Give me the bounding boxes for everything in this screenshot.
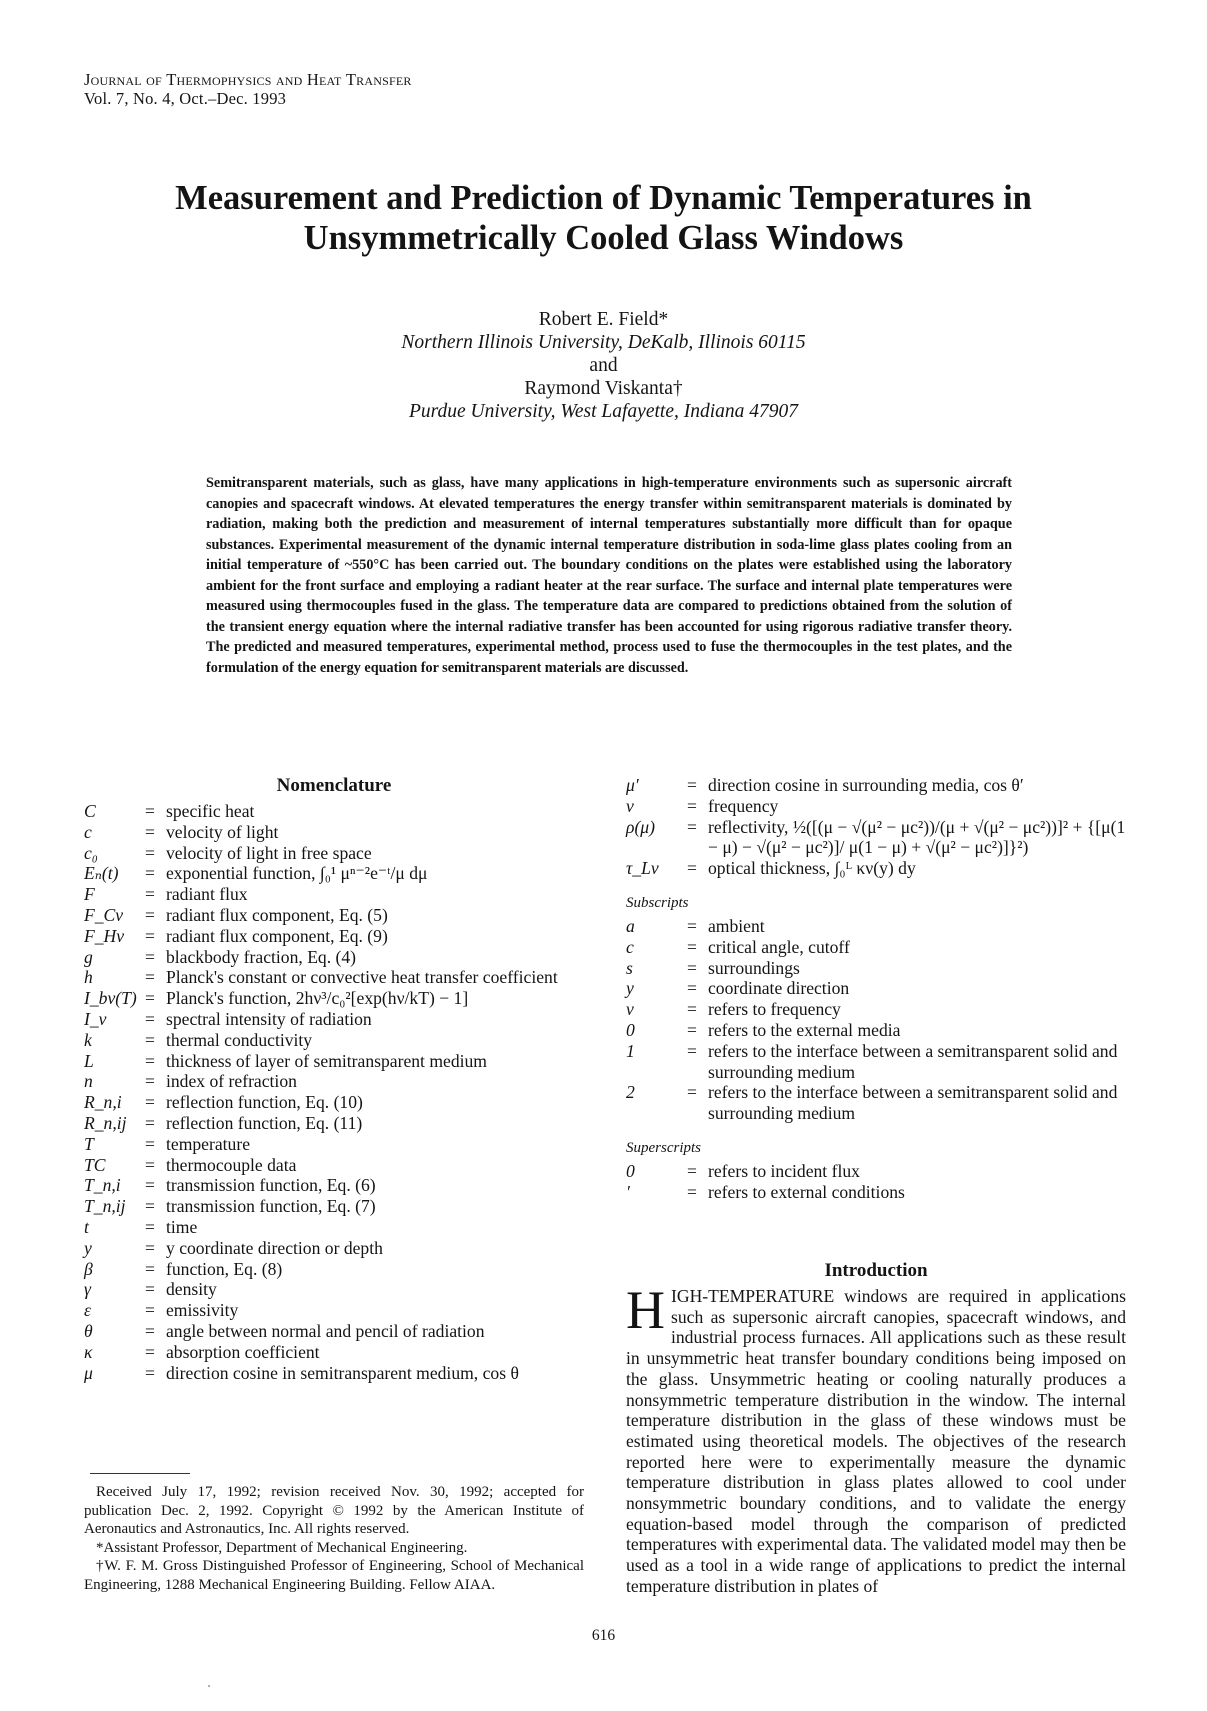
equals-sign: = [687,936,697,957]
equals-sign: = [145,1050,155,1071]
nomenclature-description: frequency [708,795,779,816]
nomenclature-description: radiant flux component, Eq. (9) [166,925,388,946]
nomenclature-entry [626,958,1126,979]
nomenclature-entry [84,863,584,884]
nomenclature-description: coordinate direction [708,978,850,999]
equals-sign: = [145,1008,155,1029]
nomenclature-description: Planck's constant or convective heat transfer coefficient [166,967,558,988]
footnote-2: †W. F. M. Gross Distinguished Professor of Engineering, School of Mechanical Engineering, 1288 Mechanical Engineering Building. Fellow AIAA. [84,1558,584,1593]
nomenclature-entry [84,822,584,843]
equals-sign: = [145,1300,155,1321]
nomenclature-entry [626,978,1126,999]
abstract: Semitransparent materials, such as glass, have many applications in high-temperature environments such as supersonic aircraft canopies and spacecraft windows. At elevated temperatures the energy transfer within semitransparent materials is dominated by radiation, making both the prediction and measurement of internal temperatures substantially more difficult than for opaque substances. Experimental measurement of the dynamic internal temperature distribution in soda-lime glass plates cooling from an initial temperature of ~550°C has been carried out. The boundary conditions on the plates were established using the laboratory ambient for the front surface and employing a radiant heater at the rear surface. The surface and internal plate temperatures were measured using thermocouples fused in the glass. The temperature data are compared to predictions obtained from the solution of the transient energy equation where the internal radiative transfer has been accounted for using rigorous radiative transfer theory. The predicted and measured temperatures, experimental method, process used to fuse the thermocouples in the test plates, and the formulation of the energy equation for semitransparent materials are discussed. [206,475,1012,676]
nomenclature-left-column [84,775,584,1383]
nomenclature-symbol: k [84,1029,92,1050]
equals-sign: = [145,1029,155,1050]
equals-sign: = [145,1279,155,1300]
nomenclature-entry [626,916,1126,937]
footnote-1: *Assistant Professor, Department of Mechanical Engineering. [96,1539,468,1556]
nomenclature-description: ambient [708,915,765,936]
nomenclature-symbol: 0 [626,1160,635,1181]
nomenclature-entry [84,1155,584,1176]
equals-sign: = [687,957,697,978]
equals-sign: = [145,1092,155,1113]
nomenclature-entry [84,905,584,926]
nomenclature-symbol: C [84,801,96,821]
nomenclature-entry [84,1113,584,1134]
equals-sign: = [145,1341,155,1362]
nomenclature-entry [84,801,584,822]
equals-sign: = [145,884,155,905]
nomenclature-symbol: 1 [626,1040,635,1061]
nomenclature-symbol: L [84,1050,94,1071]
nomenclature-entry [84,1134,584,1155]
equals-sign: = [145,904,155,925]
nomenclature-entry [84,947,584,968]
nomenclature-entry [626,1041,1126,1083]
nomenclature-symbol: c [626,936,634,957]
nomenclature-description: reflection function, Eq. (11) [166,1112,363,1133]
equals-sign: = [145,1133,155,1154]
nomenclature-description: time [166,1216,198,1237]
nomenclature-entry [84,1092,584,1113]
equals-sign: = [687,1181,697,1202]
nomenclature-symbol: ν [626,795,634,816]
nomenclature-symbol: κ [84,1341,93,1362]
and-text: and [589,355,618,376]
nomenclature-symbol: a [626,915,635,936]
nomenclature-entry [626,775,1126,796]
nomenclature-description: velocity of light [166,821,279,842]
nomenclature-symbol: c₀ [84,842,98,863]
equals-sign: = [145,1258,155,1279]
equals-sign: = [145,863,155,884]
equals-sign: = [145,801,155,821]
equals-sign: = [687,775,697,795]
journal-name: Journal of Thermophysics and Heat Transfer [84,70,412,89]
nomenclature-symbol: TC [84,1154,106,1175]
nomenclature-symbol: n [84,1071,93,1092]
nomenclature-entry [84,926,584,947]
equals-sign: = [687,816,697,837]
affiliation-1: Northern Illinois University, DeKalb, Illinois 60115 [401,332,806,353]
nomenclature-symbol: 2 [626,1082,635,1103]
nomenclature-description: absorption coefficient [166,1341,320,1362]
nomenclature-entry [84,1279,584,1300]
nomenclature-description: radiant flux [166,884,248,905]
nomenclature-entry [84,1051,584,1072]
scan-speck [208,1685,210,1687]
nomenclature-description: refers to incident flux [708,1160,860,1181]
equals-sign: = [687,999,697,1020]
nomenclature-symbol: θ [84,1320,93,1341]
nomenclature-entry [626,858,1126,879]
equals-sign: = [145,842,155,863]
author-block [200,308,1007,423]
equals-sign: = [145,1175,155,1196]
equals-sign: = [687,978,697,999]
nomenclature-symbol: R_n,ij [84,1112,127,1133]
nomenclature-description: thickness of layer of semitransparent medium [166,1050,487,1071]
nomenclature-description: refers to external conditions [708,1181,905,1202]
page-number: 616 [591,1627,616,1644]
nomenclature-description: critical angle, cutoff [708,936,850,957]
affiliation-2: Purdue University, West Lafayette, Indiana 47907 [408,401,799,422]
nomenclature-entry [626,1161,1126,1182]
nomenclature-description: function, Eq. (8) [166,1258,283,1279]
nomenclature-entry [626,1020,1126,1041]
nomenclature-description: velocity of light in free space [166,842,372,863]
equals-sign: = [145,1216,155,1237]
equals-sign: = [145,821,155,842]
nomenclature-entry [84,1342,584,1363]
nomenclature-symbol: t [84,1216,89,1237]
nomenclature-entry [626,999,1126,1020]
journal-volume: Vol. 7, No. 4, Oct.–Dec. 1993 [84,89,287,108]
nomenclature-description: reflection function, Eq. (10) [166,1092,363,1113]
equals-sign: = [145,1112,155,1133]
equals-sign: = [145,967,155,988]
nomenclature-symbol: Eₙ(t) [84,863,119,884]
introduction-body: IGH-TEMPERATURE windows are required in applications such as supersonic aircraft canopies, spacecraft windows, and industrial process furnaces. All applications such as these result in unsymmetric heat transfer boundary conditions being imposed on the glass. Unsymmetric heating or cooling naturally produces a nonsymmetric temperature distribution in the window. The internal temperature distribution in the glass of these windows must be estimated using theoretical models. The objectives of the research reported here were to experimentally measure the dynamic temperature distribution in glass plates allowed to cool under nonsymmetric boundary conditions, and to validate the energy equation-based model through the comparison of predicted temperatures with experimental data. The validated model may then be used as a tool in a wide range of applications to predict the internal temperature distribution in plates of [626,1286,1126,1596]
nomenclature-symbol: I_bν(T) [84,988,137,1009]
nomenclature-description: Planck's function, 2hν³/c₀²[exp(hν/kT) − 1] [166,988,469,1009]
equals-sign: = [145,1320,155,1341]
nomenclature-symbol: 0 [626,1019,635,1040]
nomenclature-description: index of refraction [166,1071,297,1092]
equals-sign: = [145,1196,155,1217]
nomenclature-entry [84,1321,584,1342]
nomenclature-entry [626,937,1126,958]
nomenclature-entry [626,817,1126,859]
nomenclature-entry [84,1030,584,1051]
equals-sign: = [687,858,697,879]
nomenclature-entry [84,1238,584,1259]
equals-sign: = [145,925,155,946]
nomenclature-symbol: T_n,ij [84,1196,126,1217]
nomenclature-description: thermocouple data [166,1154,297,1175]
nomenclature-description: direction cosine in surrounding media, cos θ′ [708,775,1024,795]
nomenclature-description: direction cosine in semitransparent medium, cos θ [166,1362,519,1383]
paper-title: Measurement and Prediction of Dynamic Temperatures in Unsymmetrically Cooled Glass Windows [175,179,1032,257]
nomenclature-symbol: y [626,978,634,999]
nomenclature-entry [84,1071,584,1092]
nomenclature-symbol: ′ [626,1181,630,1202]
nomenclature-symbol: s [626,957,633,978]
nomenclature-symbol: F_Cν [84,904,124,925]
equals-sign: = [687,1082,697,1103]
nomenclature-description: thermal conductivity [166,1029,313,1050]
nomenclature-symbol: g [84,946,93,967]
subscripts-heading: Subscripts [626,894,689,911]
nomenclature-symbol: μ [84,1362,93,1383]
subscripts-list [626,916,1126,1124]
nomenclature-description: radiant flux component, Eq. (5) [166,904,388,925]
equals-sign: = [145,1237,155,1258]
nomenclature-list [84,801,584,1383]
nomenclature-symbol: I_ν [84,1008,107,1029]
nomenclature-entry [626,796,1126,817]
nomenclature-entry [84,1217,584,1238]
equals-sign: = [687,795,697,816]
nomenclature-entry [626,1182,1126,1203]
nomenclature-entry [84,1363,584,1384]
nomenclature-heading: Nomenclature [276,775,392,796]
equals-sign: = [145,1154,155,1175]
equals-sign: = [687,1040,697,1061]
nomenclature-description: refers to the external media [708,1019,901,1040]
nomenclature-right-column [626,775,1126,1203]
nomenclature-list-continued [626,775,1126,879]
nomenclature-description: exponential function, ∫₀¹ μⁿ⁻²e⁻ᵗ/μ dμ [166,863,428,884]
nomenclature-entry [84,1259,584,1280]
equals-sign: = [145,1071,155,1092]
equals-sign: = [687,1160,697,1181]
footnote-rule [90,1473,190,1474]
nomenclature-description: transmission function, Eq. (6) [166,1175,376,1196]
nomenclature-description: surroundings [708,957,800,978]
nomenclature-description: optical thickness, ∫₀ᴸ κν(y) dy [708,858,916,879]
nomenclature-description: blackbody fraction, Eq. (4) [166,946,357,967]
nomenclature-symbol: β [84,1258,93,1279]
equals-sign: = [145,1362,155,1383]
nomenclature-description: emissivity [166,1300,239,1321]
nomenclature-description: spectral intensity of radiation [166,1008,372,1029]
introduction-heading: Introduction [824,1260,928,1281]
equals-sign: = [687,1019,697,1040]
nomenclature-entry [84,967,584,988]
nomenclature-entry [84,1300,584,1321]
nomenclature-entry [626,1082,1126,1124]
nomenclature-description: refers to the interface between a semitransparent solid and surrounding medium [708,1082,1118,1124]
nomenclature-symbol: μ′ [626,775,639,795]
nomenclature-entry [84,1196,584,1217]
nomenclature-symbol: τ_Lν [626,858,659,879]
author-1: Robert E. Field* [538,309,669,330]
received-note: Received July 17, 1992; revision received Nov. 30, 1992; accepted for publication Dec. 2, 1992. Copyright © 1992 by the American Institute of Aeronautics and Astronautics, Inc. All rights reserved. [84,1484,584,1537]
introduction-text [626,1280,1126,1597]
nomenclature-description: angle between normal and pencil of radiation [166,1320,485,1341]
drop-cap: H [626,1280,665,1340]
author-2: Raymond Viskanta† [524,378,683,399]
nomenclature-entry [84,884,584,905]
nomenclature-description: refers to frequency [708,999,841,1020]
nomenclature-symbol: y [84,1237,92,1258]
nomenclature-description: temperature [166,1133,251,1154]
superscripts-list [626,1161,1126,1203]
nomenclature-symbol: R_n,i [84,1092,122,1113]
nomenclature-symbol: T_n,i [84,1175,121,1196]
nomenclature-description: specific heat [166,801,255,821]
nomenclature-entry [84,988,584,1009]
superscripts-heading: Superscripts [626,1139,701,1156]
nomenclature-symbol: F [84,884,95,905]
nomenclature-entry [84,1009,584,1030]
nomenclature-symbol: ρ(μ) [626,816,655,837]
equals-sign: = [145,988,155,1009]
footnotes [84,1483,584,1594]
nomenclature-description: density [166,1279,217,1300]
nomenclature-description: transmission function, Eq. (7) [166,1196,376,1217]
journal-header [84,70,412,108]
nomenclature-symbol: F_Hν [84,925,125,946]
nomenclature-symbol: ε [84,1300,91,1321]
nomenclature-symbol: T [84,1133,94,1154]
nomenclature-symbol: γ [84,1279,91,1300]
nomenclature-entry [84,1175,584,1196]
equals-sign: = [687,915,697,936]
nomenclature-symbol: c [84,821,92,842]
nomenclature-symbol: h [84,967,93,988]
nomenclature-entry [84,843,584,864]
nomenclature-description: reflectivity, ½([(μ − √(μ² − μc²))/(μ + √(μ² − μc²))]² + {[μ(1 − μ) − √(μ² − μc²)]/ μ(1 − μ) + √(μ² − μc²)]}²) [708,816,1126,858]
nomenclature-symbol: ν [626,999,634,1020]
nomenclature-description: y coordinate direction or depth [166,1237,383,1258]
equals-sign: = [145,946,155,967]
nomenclature-description: refers to the interface between a semitransparent solid and surrounding medium [708,1040,1118,1082]
